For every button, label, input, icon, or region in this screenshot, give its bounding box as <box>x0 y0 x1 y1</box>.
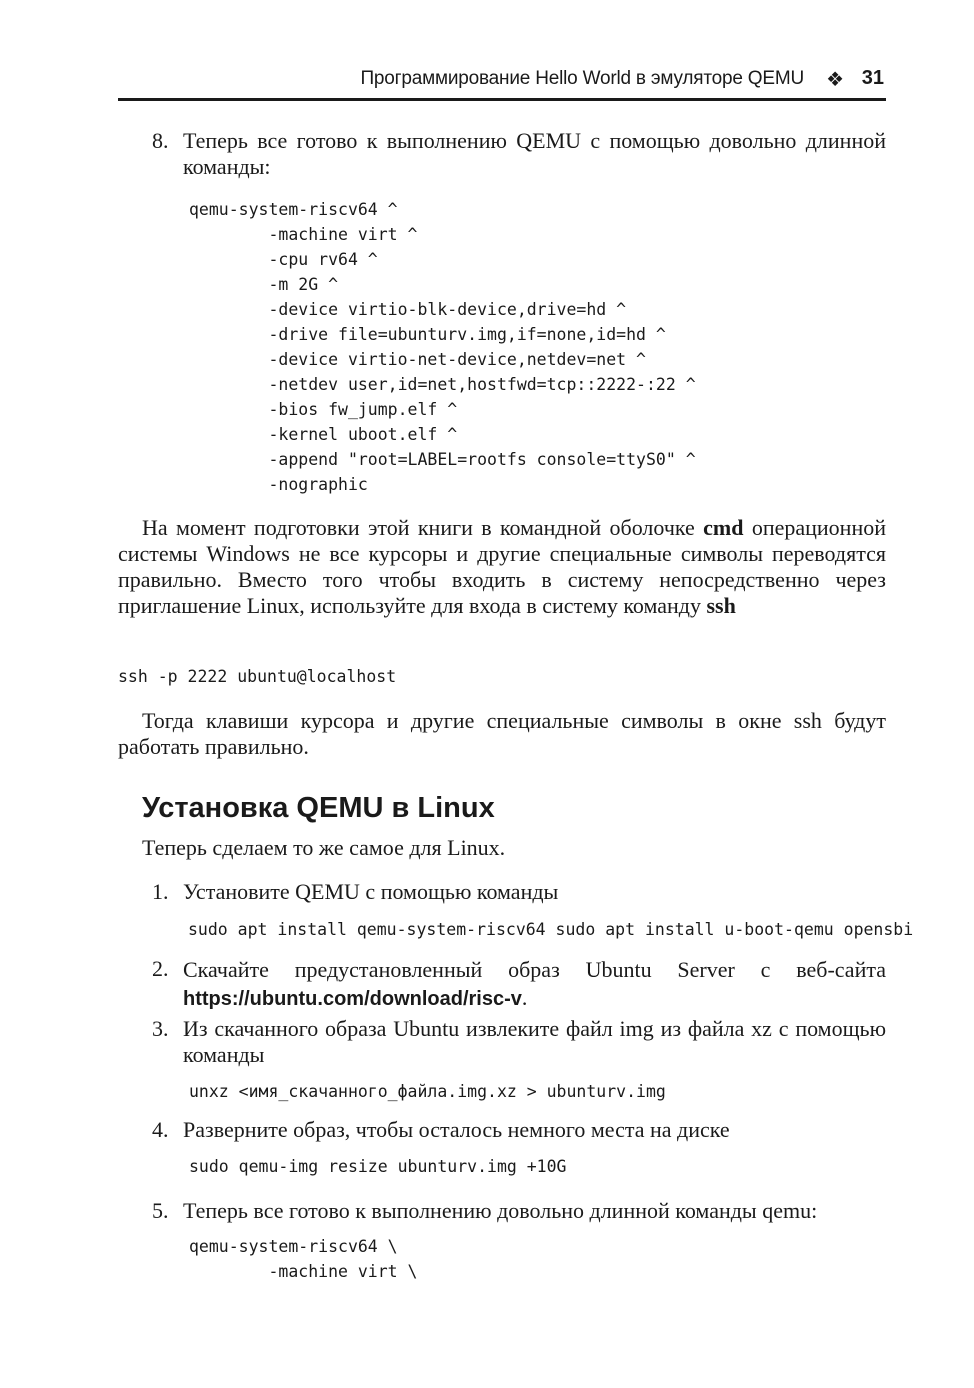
code-line: qemu-system-riscv64 \ <box>189 1237 398 1256</box>
code-line: -append "root=LABEL=rootfs console=ttyS0" ^ <box>189 450 696 469</box>
code-line: -m 2G ^ <box>189 275 339 294</box>
code-line: -bios fw_jump.elf ^ <box>189 400 458 419</box>
page-number: 31 <box>861 67 884 89</box>
step-5-number: 5. <box>152 1198 169 1223</box>
step-2-number: 2. <box>152 956 169 981</box>
cmd-keyword: cmd <box>703 515 744 540</box>
ssh-command: ssh -p 2222 ubuntu@localhost <box>118 667 397 686</box>
step-3-number: 3. <box>152 1016 169 1041</box>
code-line: qemu-system-riscv64 ^ <box>189 200 398 219</box>
step-1-text: Установите QEMU с помощью команды <box>183 879 559 904</box>
code-line: -cpu rv64 ^ <box>189 250 378 269</box>
ubuntu-download-link[interactable]: https://ubuntu.com/download/risc-v <box>183 988 522 1010</box>
note-text: На момент подготовки этой книги в командной оболочке <box>142 515 704 540</box>
code-line: -nographic <box>189 475 368 494</box>
step-3-text: Из скачанного образа Ubuntu извлеките файл img из файла xz с помощью команды <box>183 1016 886 1067</box>
code-line: -machine virt \ <box>189 1262 418 1281</box>
diamond-icon: ❖ <box>826 69 844 91</box>
running-header <box>118 62 886 101</box>
step-4-number: 4. <box>152 1117 169 1142</box>
step-5-text: Теперь все готово к выполнению довольно длинной команды qemu: <box>183 1198 818 1223</box>
code-line: -netdev user,id=net,hostfwd=tcp::2222-:22 ^ <box>189 375 696 394</box>
code-line: -kernel uboot.elf ^ <box>189 425 458 444</box>
note-text: операционной системы Windows не все курсоры и другие специальные символы переводятся правильно. Вместо того чтобы входить в систему непосредственно через приглашение Linux, используйте для входа в систему команду <box>118 515 887 618</box>
step-2-body: Скачайте предустановленный образ Ubuntu Server с веб-сайта <box>183 957 886 982</box>
qemu-img-resize-command: sudo qemu-img resize ubunturv.img +10G <box>189 1157 567 1176</box>
apt-install-command: sudo apt install qemu-system-riscv64 sudo apt install u-boot-qemu opensbi <box>188 920 914 939</box>
chapter-title: Программирование Hello World в эмуляторе QEMU <box>360 68 804 89</box>
section-heading: Установка QEMU в Linux <box>142 792 495 824</box>
code-line: -drive file=ubunturv.img,if=none,id=hd ^ <box>189 325 666 344</box>
step-2-period: . <box>521 985 528 1010</box>
step-1-number: 1. <box>152 879 169 904</box>
after-ssh-paragraph: Тогда клавиши курсора и другие специальные символы в окне ssh будут работать правильно. <box>118 708 886 759</box>
step-8-number: 8. <box>152 128 169 153</box>
linux-intro: Теперь сделаем то же самое для Linux. <box>142 835 506 860</box>
qemu-windows-command <box>189 197 696 497</box>
windows-note-paragraph <box>118 515 886 619</box>
step-8-text: Теперь все готово к выполнению QEMU с помощью довольно длинной команды: <box>183 128 886 179</box>
step-2-text <box>183 956 886 1013</box>
code-line: -device virtio-net-device,netdev=net ^ <box>189 350 646 369</box>
unxz-command: unxz <имя_скачанного_файла.img.xz > ubunturv.img <box>189 1082 666 1101</box>
step-4-text: Разверните образ, чтобы осталось немного места на диске <box>183 1117 730 1142</box>
code-line: -machine virt ^ <box>189 225 418 244</box>
code-line: -device virtio-blk-device,drive=hd ^ <box>189 300 627 319</box>
qemu-linux-command <box>189 1234 417 1284</box>
ssh-keyword: ssh <box>706 593 736 618</box>
